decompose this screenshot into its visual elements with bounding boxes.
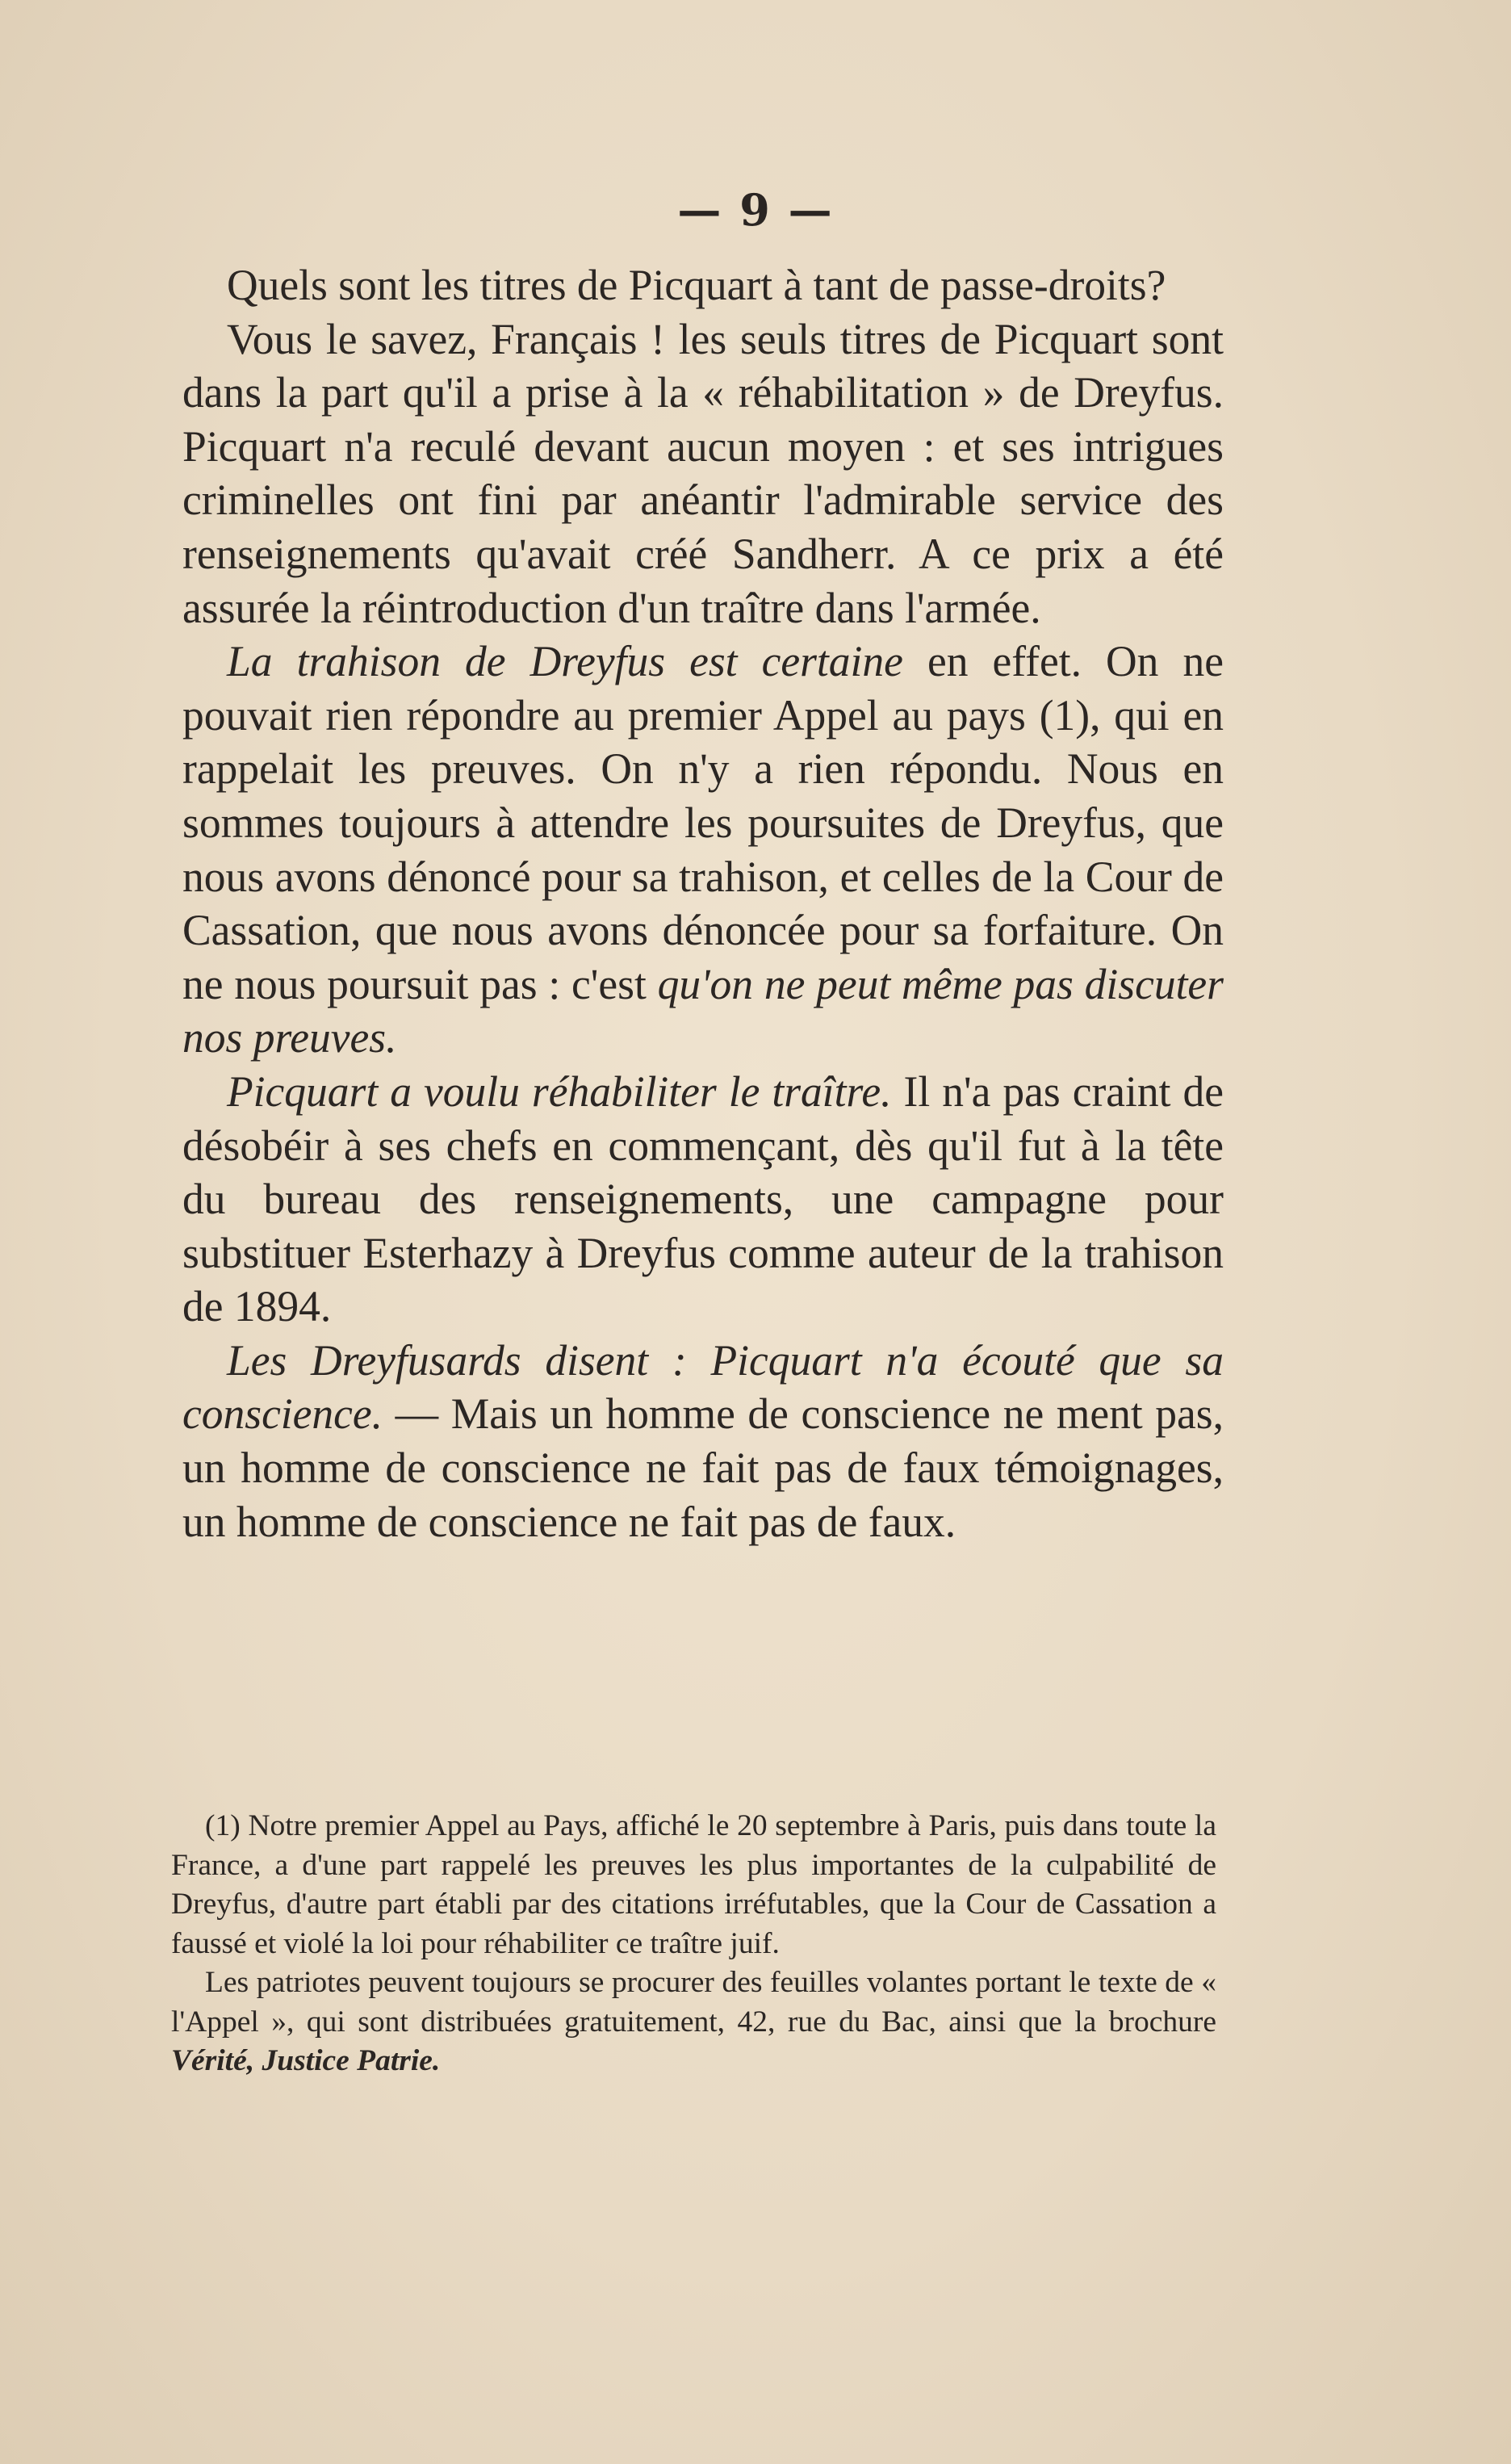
brochure-title: Vérité, Justice Patrie. xyxy=(171,2044,441,2077)
footnote xyxy=(171,1807,1216,2081)
paragraph-text: en effet. On ne pouvait rien répondre au premier Appel au pays (1), qui en rappelait les preuves. On n'y a rien répondu. Nous en sommes toujours à attendre les poursuites de Dreyfus, que nous avons dénoncé pour sa trahison, et celles de la Cour de Cassation, que nous avons dénoncée pour sa forfaiture. On ne nous poursuit pas : c'est xyxy=(182,637,1224,1008)
paragraph-2: Vous le savez, Français ! les seuls titres de Picquart sont dans la part qu'il a prise à la « réhabilitation » de Dreyfus. Picquart n'a reculé devant aucun moyen : et ses intrigues criminelles ont fini par anéantir l'admirable service des renseignements qu'avait créé Sandherr. A ce prix a été assurée la réintroduction d'un traître dans l'armée. xyxy=(182,314,1224,632)
paragraph-3 xyxy=(182,635,1224,1065)
italic-phrase: qu'on ne peut même pas discuter nos preuves. xyxy=(182,959,1224,1062)
italic-phrase: La trahison de Dreyfus est certaine xyxy=(227,637,903,686)
footnote-2 xyxy=(171,1963,1216,2081)
italic-phrase: Picquart a voulu réhabiliter le traître. xyxy=(227,1066,892,1116)
page-number: — 9 — xyxy=(677,184,834,236)
paragraph-1: Quels sont les titres de Picquart à tant de passe-droits? xyxy=(227,261,1166,309)
italic-phrase: Les Dreyfusards disent : Picquart n'a écouté que sa conscience. xyxy=(182,1335,1224,1439)
paragraph-4 xyxy=(182,1065,1224,1334)
paragraph-text: Il n'a pas craint de désobéir à ses chefs en commençant, dès qu'il fut à la tête du bureau des renseignements, une campagne pour substituer Esterhazy à Dreyfus comme auteur de la trahison de 1894. xyxy=(182,1066,1224,1331)
footnote-1: (1) Notre premier Appel au Pays, affiché le 20 septembre à Paris, puis dans toute la France, a d'une part rappelé les preuves les plus importantes de la culpabilité de Dreyfus, d'autre part établi par des citations irréfutables, que la Cour de Cassation a faussé et violé la loi pour réhabiliter ce traître juif. xyxy=(171,1809,1216,1960)
paragraph-text: — Mais un homme de conscience ne ment pas, un homme de conscience ne fait pas de faux témoignages, un homme de conscience ne fait pas de faux. xyxy=(182,1389,1224,1546)
body-text xyxy=(182,258,1224,1548)
footnote-text: Les patriotes peuvent toujours se procurer des feuilles volantes portant le texte de « l'Appel », qui sont distribuées gratuitement, 42, rue du Bac, ainsi que la brochure xyxy=(171,1966,1216,2039)
paragraph-5 xyxy=(182,1334,1224,1548)
